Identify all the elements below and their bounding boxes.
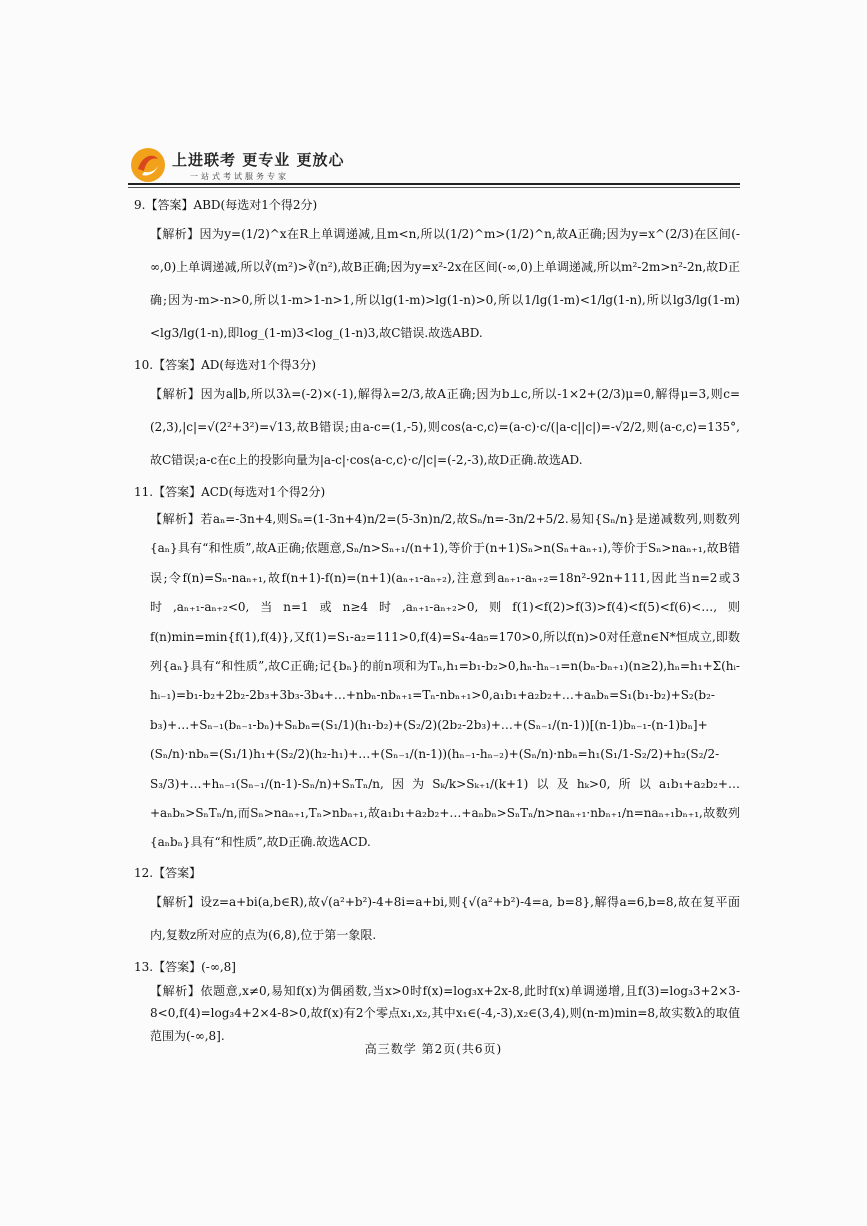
explanation-q13: 【解析】依题意,x≠0,易知f(x)为偶函数,当x>0时f(x)=log₃x+2x-8,此时f(x)单调递增,且f(3)=log₃3+2×3-8<0,f(4)=log₃4+2×4-8>0,故f(x)有2个零点x₁,x₂,其中x₁∈(-4,-3),x₂∈(3,4),则(n-m)min=8,故实数λ的取值范围为(-∞,8]. — [150, 983, 740, 1044]
explanation-q12: 【解析】设z=a+bi(a,b∈R),故√(a²+b²)-4+8i=a+bi,则{√(a²+b²)-4=a, b=8},解得a=6,b=8,故在复平面内,复数z所对应的点为(6,8),位于第一象限. — [150, 894, 740, 942]
page-footer: 高三数学 第2页(共6页) — [364, 1042, 503, 1056]
answer-q9: 9.【答案】ABD(每选对1个得2分) — [134, 198, 318, 212]
answer-q10: 10.【答案】AD(每选对1个得3分) — [134, 358, 317, 372]
explanation-q9: 【解析】因为y=(1/2)^x在R上单调递减,且m<n,所以(1/2)^m>(1/2)^n,故A正确;因为y=x^(2/3)在区间(-∞,0)上单调递减,所以∛(m²)>∛(n²),故B正确;因为y=x²-2x在区间(-∞,0)上单调递减,所以m²-2m>n²-2n,故D正确;因为-m>-n>0,所以1-m>1-n>1,所以lg(1-m)>lg(1-n)>0,所以1/lg(1-m)<1/lg(1-n),所以lg3/lg(1-m)<lg3/lg(1-n),即log_(1-m)3<log_(1-n)3,故C错误.故选ABD. — [150, 227, 740, 340]
page-header — [128, 143, 740, 188]
brand-subtitle: 一站式考试服务专家 — [190, 172, 289, 181]
explanation-q10: 【解析】因为a∥b,所以3λ=(-2)×(-1),解得λ=2/3,故A正确;因为b⊥c,所以-1×2+(2/3)μ=0,解得μ=3,则c=(2,3),|c|=√(2²+3²)=√13,故B错误;由a-c=(1,-5),则cos⟨a-c,c⟩=(a-c)·c/(|a-c||c|)=-√2/2,则⟨a-c,c⟩=135°,故C错误;a-c在c上的投影向量为|a-c|·cos⟨a-c,c⟩·c/|c|=(-2,-3),故D正确.故选AD. — [150, 387, 740, 467]
header-rule-thick — [128, 183, 740, 185]
header-rule-thin — [128, 187, 740, 188]
answer-q11: 11.【答案】ACD(每选对1个得2分) — [134, 485, 326, 499]
answer-content — [134, 190, 740, 1048]
brand-logo-icon — [128, 145, 168, 185]
answer-q12: 12.【答案】 — [134, 865, 202, 880]
answer-q13: 13.【答案】(-∞,8] — [134, 959, 236, 974]
brand-title: 上进联考 更专业 更放心 — [172, 151, 345, 169]
explanation-q11: 【解析】若aₙ=-3n+4,则Sₙ=(1-3n+4)n/2=(5-3n)n/2,故Sₙ/n=-3n/2+5/2.易知{Sₙ/n}是递减数列,则数列{aₙ}具有“和性质”,故A正确;依题意,Sₙ/n>Sₙ₊₁/(n+1),等价于(n+1)Sₙ>n(Sₙ+aₙ₊₁),等价于Sₙ>naₙ₊₁,故B错误;令f(n)=Sₙ-naₙ₊₁,故f(n+1)-f(n)=(n+1)(aₙ₊₁-aₙ₊₂),注意到aₙ₊₁-aₙ₊₂=18n²-92n+111,因此当n=2或3时,aₙ₊₁-aₙ₊₂<0,当n=1或n≥4时,aₙ₊₁-aₙ₊₂>0,则f(1)<f(2)>f(3)>f(4)<f(5)<f(6)<…,则f(n)min=min{f(1),f(4)},又f(1)=S₁-a₂=111>0,f(4)=S₄-4a₅=170>0,所以f(n)>0对任意n∈N*恒成立,即数列{aₙ}具有“和性质”,故C正确;记{bₙ}的前n项和为Tₙ,h₁=b₁-b₂>0,hₙ-hₙ₋₁=n(bₙ-bₙ₊₁)(n≥2),hₙ=h₁+Σ(hᵢ-hᵢ₋₁)=b₁-b₂+2b₂-2b₃+3b₃-3b₄+…+nbₙ-nbₙ₊₁=Tₙ-nbₙ₊₁>0,a₁b₁+a₂b₂+…+aₙbₙ=S₁(b₁-b₂)+S₂(b₂-b₃)+…+Sₙ₋₁(bₙ₋₁-bₙ)+Sₙbₙ=(S₁/1)(h₁-b₂)+(S₂/2)(2b₂-2b₃)+…+(Sₙ₋₁/(n-1))[(n-1)bₙ₋₁-(n-1)bₙ]+(Sₙ/n)·nbₙ=(S₁/1)h₁+(S₂/2)(h₂-h₁)+…+(Sₙ₋₁/(n-1))(hₙ₋₁-hₙ₋₂)+(Sₙ/n)·nbₙ=h₁(S₁/1-S₂/2)+h₂(S₂/2-S₃/3)+…+hₙ₋₁(Sₙ₋₁/(n-1)-Sₙ/n)+SₙTₙ/n,因为Sₖ/k>Sₖ₊₁/(k+1)以及hₖ>0,所以a₁b₁+a₂b₂+…+aₙbₙ>SₙTₙ/n,而Sₙ>naₙ₊₁,Tₙ>nbₙ₊₁,故a₁b₁+a₂b₂+…+aₙbₙ>SₙTₙ/n>naₙ₊₁·nbₙ₊₁/n=naₙ₊₁bₙ₊₁,故数列{aₙbₙ}具有“和性质”,故D正确.故选ACD. — [150, 512, 740, 850]
